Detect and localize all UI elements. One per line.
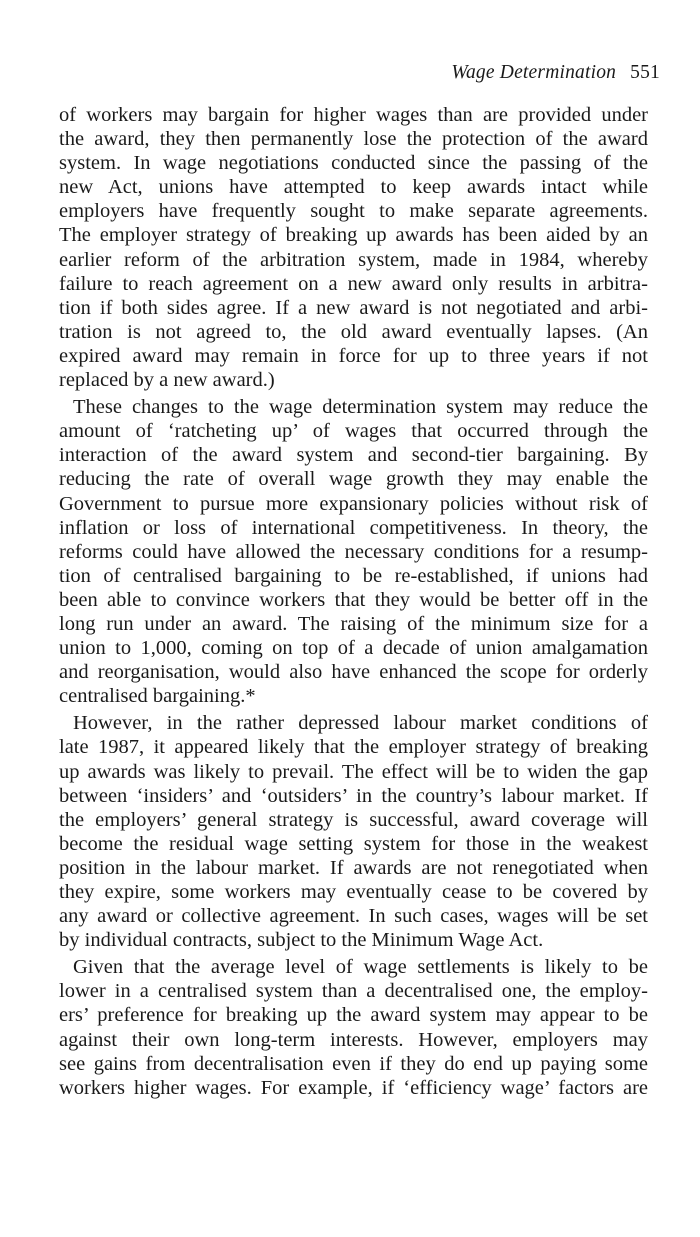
text-line: against their own long-term interests. However, employers may [59,1028,648,1051]
text-line: the award, they then permanently lose the protection of the award [59,128,648,151]
text-line: between ‘insiders’ and ‘outsiders’ in the country’s labour market. If [59,784,648,807]
text-line: reforms could have allowed the necessary conditions for a resump- [59,540,648,563]
text-line: late 1987, it appeared likely that the employer strategy of breaking [59,736,648,759]
text-line: Given that the average level of wage settlements is likely to be [73,956,648,979]
text-line: employers have frequently sought to make separate agreements. [59,200,648,223]
text-line: tration is not agreed to, the old award eventually lapses. (An [59,320,648,343]
text-line: These changes to the wage determination system may reduce the [73,396,648,419]
text-line: see gains from decentralisation even if they do end up paying some [59,1052,648,1075]
text-line: lower in a centralised system than a decentralised one, the employ- [59,980,648,1003]
paragraph [59,711,648,952]
text-line: replaced by a new award.) [59,369,275,392]
text-line: inflation or loss of international competitiveness. In theory, the [59,516,648,539]
paragraph [59,955,648,1100]
running-head [451,62,660,84]
text-line: failure to reach agreement on a new award only results in arbitra- [59,272,648,295]
text-line: Government to pursue more expansionary policies without risk of [59,492,648,515]
text-line: tion if both sides agree. If a new award is not negotiated and arbi- [59,296,648,319]
page-number: 551 [630,62,660,83]
text-line: However, in the rather depressed labour market conditions of [73,712,648,735]
text-line: tion of centralised bargaining to be re-established, if unions had [59,564,648,587]
text-line: long run under an award. The raising of the minimum size for a [59,612,648,635]
text-line: workers higher wages. For example, if ‘efficiency wage’ factors are [59,1076,648,1099]
text-line: new Act, unions have attempted to keep awards intact while [59,176,648,199]
paragraph [59,103,648,392]
text-line: become the residual wage setting system for those in the weakest [59,832,648,855]
text-line: they expire, some workers may eventually cease to be covered by [59,881,648,903]
text-line: been able to convince workers that they would be better off in the [59,588,648,611]
text-line: position in the labour market. If awards are not renegotiated when [59,856,648,879]
paragraph [59,395,648,708]
text-line: reducing the rate of overall wage growth they may enable the [59,468,648,491]
text-line: ers’ preference for breaking up the award system may appear to be [59,1004,648,1027]
running-title: Wage Determination [451,62,617,83]
text-line: union to 1,000, coming on top of a decade of union amalgamation [59,637,648,660]
text-line: by individual contracts, subject to the Minimum Wage Act. [59,929,544,952]
text-line: centralised bargaining.* [59,685,256,708]
text-line: earlier reform of the arbitration system, made in 1984, whereby [59,248,648,271]
text-line: any award or collective agreement. In such cases, wages will be set [59,905,648,928]
text-line: the employers’ general strategy is successful, award coverage will [59,808,648,831]
text-line: interaction of the award system and second-tier bargaining. By [59,444,648,467]
text-line: expired award may remain in force for up to three years if not [59,344,648,367]
text-line: of workers may bargain for higher wages than are provided under [59,104,648,126]
body-text [59,103,648,1100]
text-line: system. In wage negotiations conducted since the passing of the [59,152,648,175]
text-line: The employer strategy of breaking up awards has been aided by an [59,224,648,247]
text-line: up awards was likely to prevail. The effect will be to widen the gap [59,760,648,783]
text-line: and reorganisation, would also have enhanced the scope for orderly [59,661,648,684]
text-line: amount of ‘ratcheting up’ of wages that occurred through the [59,420,648,443]
